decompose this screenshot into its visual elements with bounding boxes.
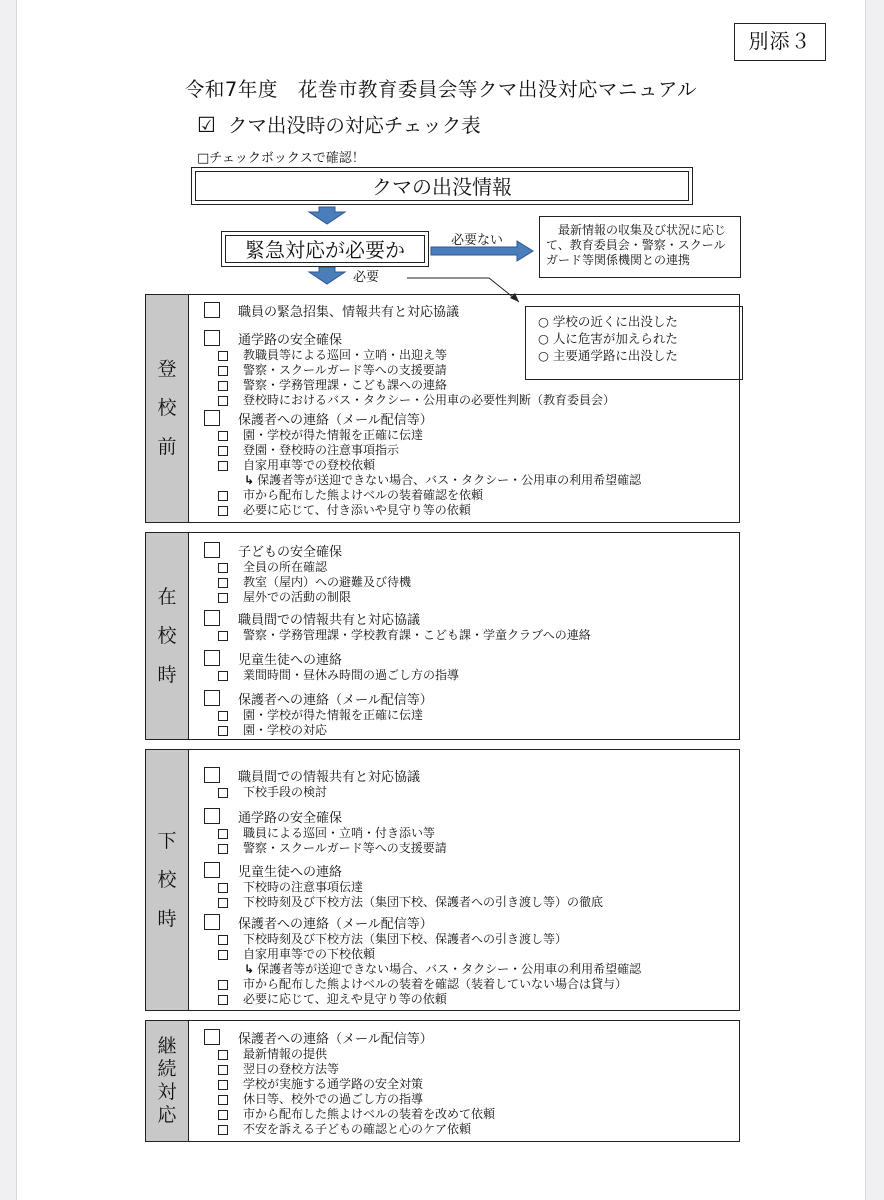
down-arrow-icon: [309, 267, 345, 284]
item-text: 全員の所在確認: [243, 560, 328, 574]
item-text: 園・学校の対応: [243, 723, 328, 737]
checklist-item: [204, 393, 615, 408]
document-page: [16, 0, 866, 1200]
attachment-tag: 別添３: [734, 23, 826, 61]
small-checkbox-icon[interactable]: [218, 351, 228, 361]
small-checkbox-icon[interactable]: [218, 711, 228, 721]
item-text: 市から配布した熊よけベルの装着を確認（装着していない場合は貸与）: [243, 977, 628, 991]
section-label-char: 継: [157, 1035, 177, 1057]
item-text: 翌日の登校方法等: [243, 1062, 340, 1076]
group-title: 職員間での情報共有と対応協議: [238, 769, 421, 785]
small-checkbox-icon[interactable]: [218, 396, 228, 406]
item-text: 下校時刻及び下校方法（集団下校、保護者への引き渡し等）の徹底: [243, 895, 604, 909]
group-heading: [204, 300, 459, 320]
section-label: [146, 1021, 189, 1141]
sub-note: [204, 962, 641, 977]
group-heading: [204, 765, 420, 785]
item-text: 警察・学務管理課・学校教育課・こども課・学童クラブへの連絡: [243, 628, 591, 642]
checklist-group: [204, 806, 447, 856]
small-checkbox-icon[interactable]: [218, 844, 228, 854]
checkbox-icon[interactable]: [204, 302, 220, 318]
checklist-item: [204, 668, 459, 683]
checkbox-icon[interactable]: [204, 808, 220, 824]
item-text: 屋外での活動の制限: [243, 590, 352, 604]
checkbox-note: □チェックボックスで確認！: [197, 151, 365, 166]
item-text: 警察・学務管理課・こども課への連絡: [243, 378, 448, 392]
group-title: 保護者への連絡（メール配信等）: [238, 1031, 433, 1047]
group-heading: [204, 540, 411, 560]
item-text: 保護者等が送迎できない場合、バス・タクシー・公用車の利用希望確認: [257, 473, 642, 487]
checklist-group: [204, 1027, 495, 1137]
checkbox-icon[interactable]: [204, 914, 220, 930]
small-checkbox-icon[interactable]: [218, 995, 228, 1005]
corner-arrow-icon: ↳: [244, 473, 255, 487]
not-needed-label: 必要ない: [451, 233, 504, 248]
checklist-group: [204, 688, 433, 738]
conditions-box: [525, 306, 743, 380]
section-label-char: 時: [157, 907, 177, 930]
group-heading: [204, 648, 459, 668]
item-text: 不安を訴える子どもの確認と心のケア依頼: [243, 1122, 472, 1136]
section-label-char: 校: [157, 397, 177, 419]
checklist-item: [204, 880, 603, 895]
item-text: 必要に応じて、付き添いや見守り等の依頼: [243, 503, 471, 517]
checkbox-icon[interactable]: [204, 542, 220, 558]
group-title: 児童生徒への連絡: [238, 652, 343, 668]
item-text: 登校時におけるバス・タクシー・公用車の必要性判断（教育委員会）: [243, 393, 616, 407]
item-text: 休日等、校外での過ごし方の指導: [243, 1092, 424, 1106]
item-text: 業間時間・昼休み時間の過ごし方の指導: [243, 668, 460, 682]
checklist-item: [204, 723, 433, 738]
section-label-char: 登: [157, 358, 177, 380]
small-checkbox-icon[interactable]: [218, 1125, 228, 1135]
checklist-group: [204, 648, 459, 683]
group-heading: [204, 912, 641, 932]
small-checkbox-icon[interactable]: [218, 593, 228, 603]
checklist-item: [204, 785, 420, 800]
checklist-group: [204, 765, 420, 800]
small-checkbox-icon[interactable]: [218, 366, 228, 376]
section-box: [145, 1020, 740, 1142]
group-title: 児童生徒への連絡: [238, 864, 343, 880]
emergency-question-box: [221, 231, 429, 267]
item-text: 下校時刻及び下校方法（集団下校、保護者への引き渡し等）: [243, 932, 568, 946]
checkbox-icon[interactable]: [204, 690, 220, 706]
section-label-char: 応: [157, 1104, 177, 1126]
checklist-item: [204, 488, 641, 503]
subtitle-text: クマ出没時の対応チェック表: [227, 114, 481, 137]
item-text: 園・学校が得た情報を正確に伝達: [243, 708, 424, 722]
checklist-item: [204, 503, 641, 518]
section-label-char: 時: [157, 663, 177, 686]
section-label: [146, 295, 189, 522]
checklist-item: [204, 590, 411, 605]
checklist-item: [204, 628, 591, 643]
small-checkbox-icon[interactable]: [218, 950, 228, 960]
section-label-char: 校: [157, 624, 177, 647]
item-text: 市から配布した熊よけベルの装着確認を依頼: [243, 488, 484, 502]
condition-item: ○ 主要通学路に出没した: [538, 348, 678, 363]
item-text: 最新情報の提供: [243, 1047, 328, 1061]
item-text: 学校が実施する通学路の安全対策: [243, 1077, 424, 1091]
section-label-char: 対: [157, 1081, 177, 1103]
group-title: 子どもの安全確保: [238, 544, 343, 560]
item-text: 自家用車等での下校依頼: [243, 947, 376, 961]
small-checkbox-icon[interactable]: [218, 1110, 228, 1120]
small-checkbox-icon[interactable]: [218, 446, 228, 456]
not-needed-action-box: 最新情報の収集及び状況に応じて、教育委員会・警察・スクールガード等関係機関との連携: [539, 216, 741, 278]
checklist-item: [204, 575, 411, 590]
group-title: 通学路の安全確保: [238, 810, 343, 826]
checkbox-icon[interactable]: [204, 410, 220, 426]
section-label-char: 校: [157, 868, 177, 891]
group-heading: [204, 1027, 495, 1047]
group-title: 通学路の安全確保: [238, 332, 343, 348]
small-checkbox-icon[interactable]: [218, 671, 228, 681]
checklist-item: [204, 1092, 495, 1107]
checklist-item: [204, 932, 641, 947]
small-checkbox-icon[interactable]: [218, 631, 228, 641]
checklist-item: [204, 378, 615, 393]
group-title: 職員間での情報共有と対応協議: [238, 612, 421, 628]
checklist-item: [204, 947, 641, 962]
item-text: 警察・スクールガード等への支援要請: [243, 363, 447, 377]
checklist-group: [204, 408, 641, 518]
item-text: 保護者等が送迎できない場合、バス・タクシー・公用車の利用希望確認: [257, 962, 642, 976]
small-checkbox-icon[interactable]: [218, 1065, 228, 1075]
section-label-char: 在: [157, 585, 177, 608]
small-checkbox-icon[interactable]: [218, 1080, 228, 1090]
checkbox-icon[interactable]: [204, 330, 220, 346]
corner-arrow-icon: ↳: [244, 962, 255, 976]
checkbox-icon[interactable]: [204, 1029, 220, 1045]
checklist-item: [204, 992, 641, 1007]
group-heading: [204, 688, 433, 708]
item-text: 警察・スクールガード等への支援要請: [243, 841, 447, 855]
item-text: 登園・登校時の注意事項指示: [243, 443, 400, 457]
small-checkbox-icon[interactable]: [218, 461, 228, 471]
emergency-question-label: 緊急対応が必要か: [225, 235, 425, 263]
small-checkbox-icon[interactable]: [218, 829, 228, 839]
checkbox-icon[interactable]: [204, 767, 220, 783]
section-label-char: 下: [157, 829, 177, 852]
section-box: [145, 749, 740, 1011]
item-text: 教室（屋内）への避難及び待機: [243, 575, 412, 589]
checklist-group: [204, 608, 591, 643]
small-checkbox-icon[interactable]: [218, 726, 228, 736]
section-label: [146, 750, 189, 1010]
condition-item: ○ 学校の近くに出没した: [538, 314, 678, 329]
checklist-group: [204, 540, 411, 605]
checklist-item: [204, 1077, 495, 1092]
group-title: 職員の緊急招集、情報共有と対応協議: [238, 304, 460, 320]
checklist-item: [204, 1062, 495, 1077]
small-checkbox-icon[interactable]: [218, 491, 228, 501]
group-title: 保護者への連絡（メール配信等）: [238, 916, 433, 932]
item-text: 下校時の注意事項伝達: [243, 880, 364, 894]
checklist-item: [204, 560, 411, 575]
checklist-item: [204, 708, 433, 723]
item-text: 必要に応じて、迎えや見守り等の依頼: [243, 992, 447, 1006]
group-title: 保護者への連絡（メール配信等）: [238, 412, 433, 428]
bear-info-label: クマの出没情報: [195, 171, 689, 201]
sub-note: [204, 473, 641, 488]
small-checkbox-icon[interactable]: [218, 563, 228, 573]
checkbox-icon[interactable]: [204, 650, 220, 666]
item-text: 市から配布した熊よけベルの装着を改めて依頼: [243, 1107, 496, 1121]
group-heading: [204, 860, 603, 880]
small-checkbox-icon[interactable]: [218, 980, 228, 990]
small-checkbox-icon[interactable]: [218, 1095, 228, 1105]
down-arrow-icon: [309, 207, 345, 224]
small-checkbox-icon[interactable]: [218, 935, 228, 945]
small-checkbox-icon[interactable]: [218, 578, 228, 588]
checklist-item: [204, 895, 603, 910]
item-text: 園・学校が得た情報を正確に伝達: [243, 428, 424, 442]
group-heading: [204, 806, 447, 826]
item-text: 自家用車等での登校依頼: [243, 458, 376, 472]
item-text: 下校手段の検討: [243, 785, 328, 799]
checklist-item: [204, 458, 641, 473]
checklist-item: [204, 841, 447, 856]
checklist-item: [204, 428, 641, 443]
needed-label: 必要: [353, 270, 380, 285]
group-heading: [204, 608, 591, 628]
checkbox-icon[interactable]: [204, 610, 220, 626]
checklist-item: [204, 826, 447, 841]
section-label-char: 続: [157, 1058, 177, 1080]
checkbox-icon[interactable]: [204, 862, 220, 878]
checklist-item: [204, 1107, 495, 1122]
item-text: 教職員等による巡回・立哨・出迎え等: [243, 348, 448, 362]
checked-box-icon: ☑: [197, 113, 216, 137]
section-label: [146, 533, 189, 739]
small-checkbox-icon[interactable]: [218, 1050, 228, 1060]
checklist-group: [204, 912, 641, 1007]
checklist-group: [204, 860, 603, 910]
checklist-item: [204, 977, 641, 992]
checklist-item: [204, 1122, 495, 1137]
small-checkbox-icon[interactable]: [218, 883, 228, 893]
group-heading: [204, 408, 641, 428]
checklist-item: [204, 443, 641, 458]
condition-item: ○ 人に危害が加えられた: [538, 331, 678, 346]
group-title: 保護者への連絡（メール配信等）: [238, 692, 433, 708]
small-checkbox-icon[interactable]: [218, 788, 228, 798]
checklist-group: [204, 300, 459, 320]
small-checkbox-icon[interactable]: [218, 506, 228, 516]
item-text: 職員による巡回・立哨・付き添い等: [243, 826, 436, 840]
small-checkbox-icon[interactable]: [218, 381, 228, 391]
checklist-item: [204, 1047, 495, 1062]
section-box: [145, 532, 740, 740]
page-title: 令和7年度 花巻市教育委員会等クマ出没対応マニュアル: [184, 78, 698, 101]
small-checkbox-icon[interactable]: [218, 898, 228, 908]
small-checkbox-icon[interactable]: [218, 431, 228, 441]
section-label-char: 前: [157, 436, 177, 458]
